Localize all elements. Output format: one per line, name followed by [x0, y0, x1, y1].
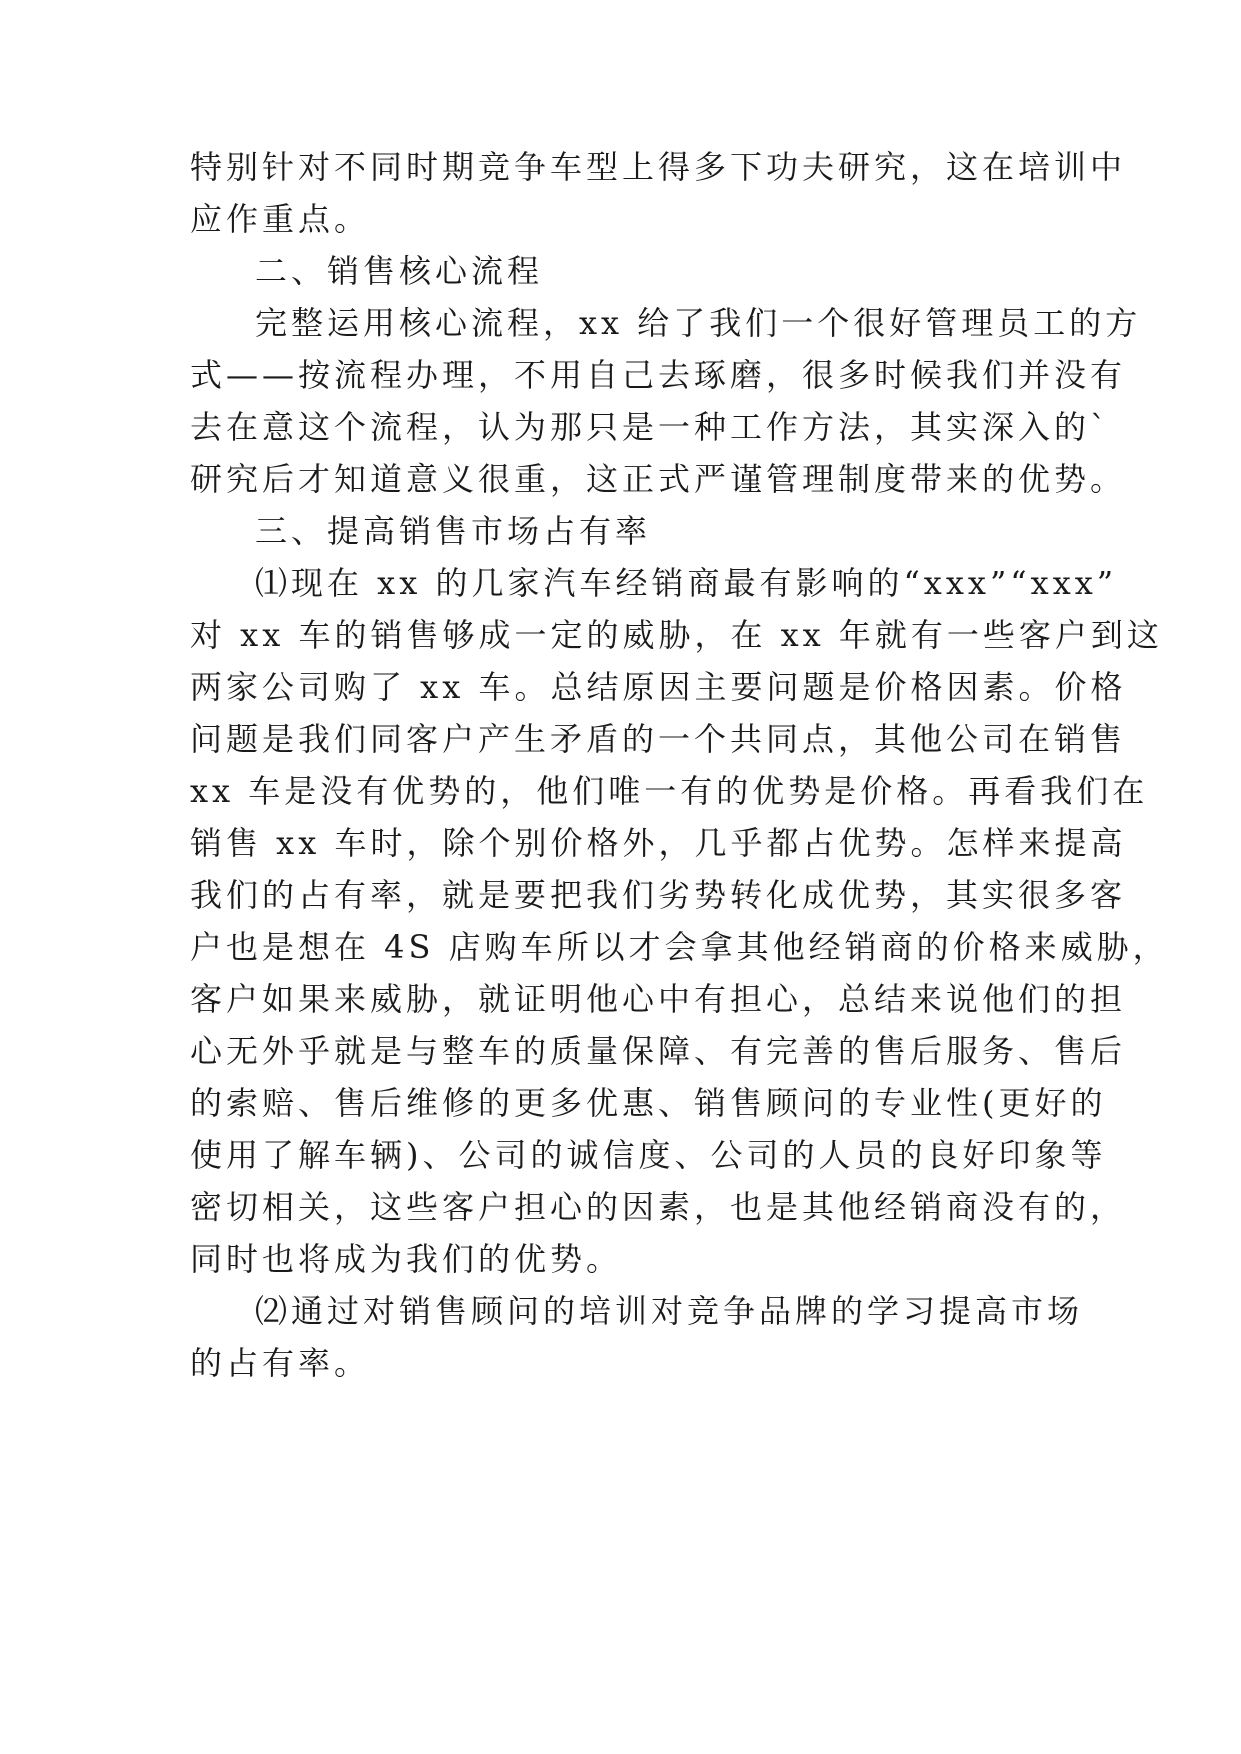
paragraph-line: 销售 xx 车时，除个别价格外，几乎都占优势。怎样来提高: [190, 824, 1127, 862]
paragraph-line: xx 车是没有优势的，他们唯一有的优势是价格。再看我们在: [190, 772, 1149, 810]
paragraph-line: 特别针对不同时期竞争车型上得多下功夫研究，这在培训中: [190, 148, 1127, 186]
paragraph-line: 研究后才知道意义很重，这正式严谨管理制度带来的优势。: [190, 460, 1127, 498]
paragraph-line: 户也是想在 4S 店购车所以才会拿其他经销商的价格来威胁，: [190, 928, 1169, 966]
paragraph-line: 客户如果来威胁，就证明他心中有担心，总结来说他们的担: [190, 980, 1127, 1018]
paragraph-line: 问题是我们同客户产生矛盾的一个共同点，其他公司在销售: [190, 720, 1127, 758]
paragraph-line: 应作重点。: [190, 200, 371, 238]
paragraph-line: 的占有率。: [190, 1344, 371, 1382]
paragraph-line: 对 xx 车的销售够成一定的威胁，在 xx 年就有一些客户到这: [190, 616, 1163, 654]
paragraph-line: 式——按流程办理，不用自己去琢磨，很多时候我们并没有: [190, 356, 1127, 394]
paragraph-line: ⑴现在 xx 的几家汽车经销商最有影响的“xxx”“xxx”: [255, 564, 1118, 602]
paragraph-line: ⑵通过对销售顾问的培训对竞争品牌的学习提高市场: [255, 1292, 1084, 1330]
paragraph-line: 密切相关，这些客户担心的因素，也是其他经销商没有的，: [190, 1188, 1127, 1226]
paragraph-line: 两家公司购了 xx 车。总结原因主要问题是价格因素。价格: [190, 668, 1127, 706]
paragraph-line: 的索赔、售后维修的更多优惠、销售顾问的专业性(更好的: [190, 1084, 1107, 1122]
paragraph-line: 心无外乎就是与整车的质量保障、有完善的售后服务、售后: [190, 1032, 1127, 1070]
section-heading: 二、销售核心流程: [255, 252, 544, 290]
paragraph-line: 同时也将成为我们的优势。: [190, 1240, 623, 1278]
paragraph-line: 我们的占有率，就是要把我们劣势转化成优势，其实很多客: [190, 876, 1127, 914]
paragraph-line: 去在意这个流程，认为那只是一种工作方法，其实深入的`: [190, 408, 1111, 446]
paragraph-line: 完整运用核心流程，xx 给了我们一个很好管理员工的方: [255, 304, 1142, 342]
paragraph-line: 使用了解车辆)、公司的诚信度、公司的人员的良好印象等: [190, 1136, 1107, 1174]
section-heading: 三、提高销售市场占有率: [255, 512, 652, 550]
